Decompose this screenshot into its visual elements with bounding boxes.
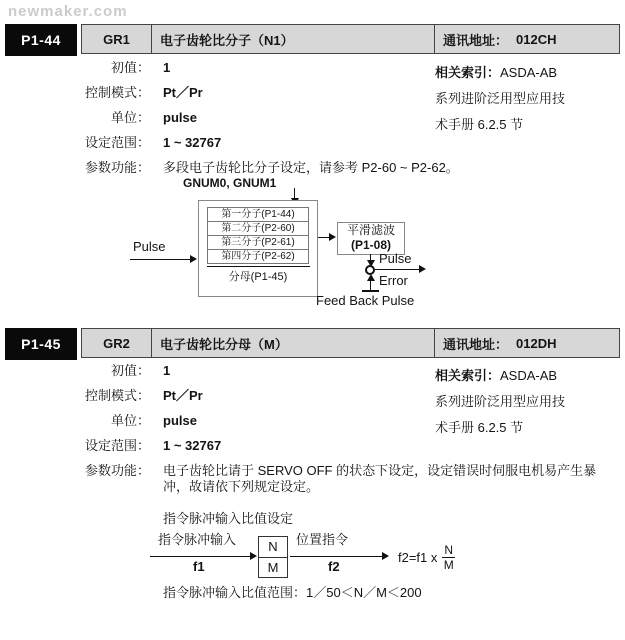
ratio-range-text: 指令脉冲输入比值范围：1／50＜N／M＜200 [163,585,422,600]
output-arrow-line [375,269,421,270]
comm-address [435,25,619,53]
field-value: pulse [163,110,197,125]
field-value: 电子齿轮比请于 SERVO OFF 的状态下设定，设定错误时伺服电机易产生暴冲，故请依下列规定设定。 [163,463,597,494]
output-label: 位置指令 [296,532,349,547]
comm-address-label: 通讯地址： [443,336,509,352]
comm-address-value: 012DH [516,335,557,351]
error-label: Error [379,273,408,288]
field-label: 参数功能： [84,160,150,175]
ratio-section-title: 指令脉冲输入比值设定 [163,511,294,526]
f1-label: f1 [193,559,205,574]
related-index-p1-45 [435,363,623,441]
filter-param: (P1-08) [350,238,391,252]
input-arrow-line [150,556,252,557]
field-label: 初值： [110,363,150,378]
comm-address-value: 012CH [516,31,557,47]
pulse-in-arrow-line [130,259,192,260]
feedback-terminal [362,290,379,292]
related-index-line: 系列进阶泛用型应用技 [435,91,566,106]
ratio-box-numerator: N [259,537,287,558]
param-title: 电子齿轮比分母（M） [152,329,435,357]
related-index-line: 术手册 6.2.5 节 [435,117,524,132]
arrow-right-icon [329,233,336,241]
field-value: 1 ~ 32767 [163,135,222,150]
param-code: GR1 [82,25,152,53]
field-value: pulse [163,413,197,428]
related-index-label: 相关索引： [435,368,501,383]
pulse-in-label: Pulse [133,239,166,254]
pulse-out-label: Pulse [379,251,412,266]
input-label: 指令脉冲输入 [158,532,237,547]
related-index-line [435,363,623,389]
field-label: 控制模式： [84,85,150,100]
field-label: 初值： [110,60,150,75]
arrow-up-icon [367,274,375,281]
related-index-line: 术手册 6.2.5 节 [435,420,524,435]
field-value: 1 [163,363,171,378]
formula-denominator: M [443,558,454,572]
related-index-p1-44 [435,60,623,138]
field-value: 多段电子齿轮比分子设定，请参考 P2-60 ~ P2-62。 [163,160,459,175]
output-arrow-line [290,556,384,557]
field-label: 设定范围： [84,135,150,150]
param-header-bar [81,24,620,54]
ratio-box [258,536,288,578]
field-value: Pt／Pr [163,388,203,403]
gnum-label: GNUM0, GNUM1 [183,176,277,190]
watermark: newmaker.com [8,3,128,20]
numerator-row: 第一分子(P1-44) [207,207,309,222]
filter-name: 平滑滤波 [346,223,395,237]
param-id-badge: P1-44 [5,24,77,56]
arrow-right-icon [250,552,257,560]
related-index-line [435,60,623,86]
related-index-value: ASDA-AB [500,368,558,383]
field-label: 参数功能： [84,463,150,478]
arrow-right-icon [419,265,426,273]
numerator-row: 第三分子(P2-61) [207,235,309,250]
formula-prefix: f2=f1 x [398,550,438,565]
related-index-label: 相关索引： [435,65,501,80]
param-header-bar [81,328,620,358]
related-index-line: 系列进阶泛用型应用技 [435,394,566,409]
ratio-box-denominator: M [267,560,279,575]
f2-label: f2 [328,559,340,574]
field-label: 单位： [110,110,150,125]
param-header-p1-44 [5,24,620,54]
feedback-label: Feed Back Pulse [316,293,415,308]
param-header-p1-45 [5,328,620,358]
field-value: 1 [163,60,171,75]
ratio-formula [398,543,455,572]
numerator-row: 第二分子(P2-60) [207,221,309,236]
field-value: Pt／Pr [163,85,203,100]
denominator-label: 分母(P1-45) [228,271,288,283]
related-index-value: ASDA-AB [500,65,558,80]
comm-address [435,329,619,357]
comm-address-label: 通讯地址： [443,32,509,48]
param-id-badge: P1-45 [5,328,77,360]
param-code: GR2 [82,329,152,357]
arrow-right-icon [190,255,197,263]
field-label: 单位： [110,413,150,428]
param-title: 电子齿轮比分子（N1） [152,25,435,53]
numerator-list [207,208,309,264]
field-label: 控制模式： [84,388,150,403]
arrow-right-icon [382,552,389,560]
field-value: 1 ~ 32767 [163,438,222,453]
formula-numerator: N [444,543,454,557]
fraction-line [207,266,310,267]
field-row [55,463,620,495]
field-row [55,160,620,176]
formula-fraction [442,543,455,572]
numerator-row: 第四分子(P2-62) [207,249,309,264]
field-label: 设定范围： [84,438,150,453]
